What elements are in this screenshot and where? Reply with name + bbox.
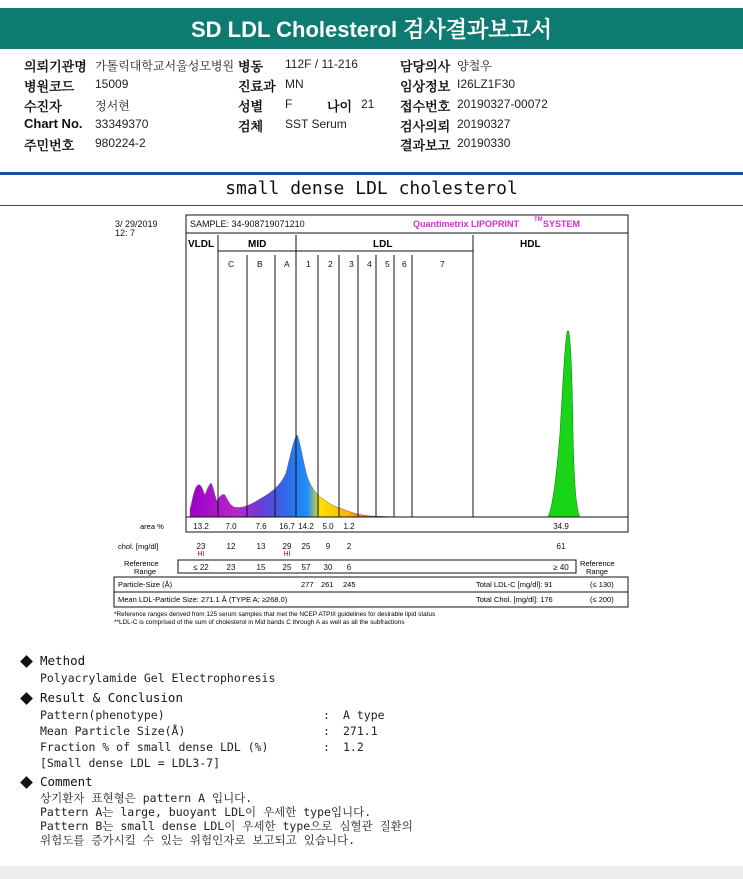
- report-title: SD LDL Cholesterol 검사결과보고서: [0, 8, 743, 49]
- label-sex: 성별: [238, 99, 264, 114]
- band-2: 2: [328, 259, 333, 269]
- section-rule-top: [0, 172, 743, 175]
- ref-value: ≤ 22: [193, 563, 209, 572]
- value-request-date: 20190327: [457, 117, 511, 131]
- area-value: 7.0: [225, 522, 237, 531]
- band-5: 5: [385, 259, 390, 269]
- ref-value: 57: [301, 563, 311, 572]
- comment-line: 위험도를 증가시킬 수 있는 위험인자로 보고되고 있습니다.: [40, 833, 356, 847]
- value-requesting-org: 가톨릭대학교서울성모병원: [95, 59, 235, 73]
- label-department: 진료과: [238, 79, 276, 94]
- label-requesting-org: 의뢰기관명: [24, 59, 87, 74]
- chol-value: 9: [325, 542, 331, 551]
- total-chol-ref: (≤ 200): [590, 595, 614, 604]
- band-4: 4: [367, 259, 372, 269]
- band-6: 6: [402, 259, 407, 269]
- area-value: 13.2: [193, 522, 209, 531]
- chart-sample: SAMPLE: 34-908719071210: [190, 219, 305, 229]
- hi-flag: HI: [197, 551, 205, 558]
- group-hdl: HDL: [520, 239, 541, 250]
- area-value: 1.2: [343, 522, 355, 531]
- band-3: 3: [349, 259, 354, 269]
- label-request-date: 검사의뢰: [400, 119, 451, 134]
- value-department: MN: [285, 77, 304, 91]
- chol-value: 13: [256, 542, 266, 551]
- method-heading: Method: [40, 653, 86, 668]
- result-row-colon: :: [323, 740, 330, 754]
- result-bullet-icon: [20, 692, 33, 705]
- note-2: **LDL-C is comprised of the sum of cholesterol in Mid bands C through A as well as all the subfractions: [114, 619, 405, 626]
- chart-time: 12: 7: [115, 228, 136, 238]
- particle-3: 245: [343, 580, 356, 589]
- band-b: B: [257, 259, 263, 269]
- band-c: C: [228, 259, 235, 269]
- result-row-value: 271.1: [343, 724, 378, 738]
- result-row-label: Fraction % of small dense LDL (%): [40, 740, 269, 754]
- value-chart-no: 33349370: [95, 117, 149, 131]
- chol-value: 12: [226, 542, 236, 551]
- value-resident-no: 980224-2: [95, 136, 146, 150]
- row-chol-label: chol. [mg/dl]: [118, 542, 159, 551]
- chol-value: 61: [556, 542, 566, 551]
- particle-size-label: Particle-Size (Å): [118, 580, 173, 589]
- result-row-label: Pattern(phenotype): [40, 708, 165, 722]
- hdl-peak: [548, 331, 580, 517]
- section-rule-bottom: [0, 205, 743, 206]
- label-hospital-code: 병원코드: [24, 79, 75, 94]
- value-age: 21: [361, 97, 375, 111]
- ref-right-1: Reference: [580, 559, 615, 568]
- method-bullet-icon: [20, 655, 33, 668]
- label-ward: 병동: [238, 59, 264, 74]
- comment-line: Pattern B는 small dense LDL이 우세한 type으로 심혈관 질환의: [40, 819, 413, 833]
- result-row-colon: :: [323, 724, 330, 738]
- label-patient-name: 수진자: [24, 99, 62, 114]
- chol-value: 25: [301, 542, 311, 551]
- result-row-label: Mean Particle Size(Å): [40, 724, 186, 738]
- area-value: 16.7: [279, 522, 295, 531]
- chart-brand-system: SYSTEM: [543, 219, 581, 229]
- row-ref-label-1: Reference: [124, 559, 159, 568]
- band-1: 1: [306, 259, 311, 269]
- value-sex: F: [285, 97, 293, 111]
- comment-line: Pattern A는 large, buoyant LDL이 우세한 type입니다.: [40, 805, 372, 819]
- hi-flag: HI: [283, 551, 291, 558]
- band-7: 7: [440, 259, 445, 269]
- label-clinical-info: 임상정보: [400, 79, 451, 94]
- total-ldl-ref: (≤ 130): [590, 580, 614, 589]
- ref-value: 6: [346, 563, 352, 572]
- chart-date: 3/ 29/2019: [115, 219, 158, 229]
- ref-value: 23: [226, 563, 236, 572]
- chol-value: 2: [346, 542, 352, 551]
- row-area-label: area %: [140, 522, 164, 531]
- reference-range-box: [178, 560, 576, 573]
- value-patient-name: 정서현: [95, 99, 130, 113]
- particle-1: 277: [301, 580, 314, 589]
- value-clinical-info: I26LZ1F30: [457, 77, 516, 91]
- total-ldl: Total LDL-C [mg/dl]: 91: [476, 580, 553, 589]
- page-footer-bar: [0, 866, 743, 879]
- value-hospital-code: 15009: [95, 77, 129, 91]
- lipoprint-chart: [110, 213, 630, 628]
- value-doctor: 양철우: [457, 59, 492, 73]
- ref-value: ≥ 40: [553, 563, 569, 572]
- chol-value: 23: [196, 542, 206, 551]
- ref-value: 15: [256, 563, 266, 572]
- lipoprotein-curve: [190, 435, 400, 517]
- value-specimen: SST Serum: [285, 117, 347, 131]
- method-text: Polyacrylamide Gel Electrophoresis: [40, 671, 276, 685]
- comment-heading: Comment: [40, 774, 93, 789]
- section-subtitle: small dense LDL cholesterol: [225, 178, 518, 199]
- chart-brand-tm: TM: [534, 217, 543, 223]
- area-value: 34.9: [553, 522, 569, 531]
- group-ldl: LDL: [373, 239, 393, 250]
- comment-line: 상기환자 표현형은 pattern A 입니다.: [40, 791, 253, 805]
- chart-brand: Quantimetrix LIPOPRINT: [413, 219, 520, 229]
- result-row-colon: :: [323, 708, 330, 722]
- ref-right-2: Range: [586, 567, 609, 576]
- area-value: 5.0: [322, 522, 334, 531]
- group-mid: MID: [248, 239, 267, 250]
- result-bracket-note: [Small dense LDL = LDL3-7]: [40, 756, 221, 770]
- band-a: A: [284, 259, 290, 269]
- label-age: 나이: [327, 99, 353, 114]
- area-value: 7.6: [255, 522, 267, 531]
- chol-value: 29: [282, 542, 292, 551]
- label-specimen: 검체: [238, 119, 264, 134]
- label-report-date: 결과보고: [400, 138, 451, 153]
- total-chol: Total Chol. [mg/dl]: 176: [476, 595, 553, 604]
- value-receipt-no: 20190327-00072: [457, 97, 548, 111]
- group-vldl: VLDL: [188, 239, 215, 250]
- label-chart-no: Chart No.: [24, 116, 83, 131]
- value-ward: 112F / 11-216: [285, 57, 358, 71]
- value-report-date: 20190330: [457, 136, 511, 150]
- ref-value: 30: [323, 563, 333, 572]
- label-resident-no: 주민번호: [24, 138, 75, 153]
- particle-2: 261: [321, 580, 334, 589]
- note-1: *Reference ranges derived from 125 serum samples that met the NCEP ATPIII guidelines for desirable lipid status: [114, 611, 436, 618]
- result-heading: Result & Conclusion: [40, 690, 183, 705]
- mean-particle-size: Mean LDL-Particle Size: 271.1 Å (TYPE A; ≥268.0): [118, 595, 288, 604]
- area-value: 14.2: [298, 522, 314, 531]
- row-ref-label-2: Range: [134, 567, 157, 576]
- comment-bullet-icon: [20, 776, 33, 789]
- result-row-value: 1.2: [343, 740, 364, 754]
- ref-value: 25: [282, 563, 292, 572]
- label-receipt-no: 접수번호: [400, 99, 451, 114]
- label-doctor: 담당의사: [400, 59, 451, 74]
- result-row-value: A type: [343, 708, 385, 722]
